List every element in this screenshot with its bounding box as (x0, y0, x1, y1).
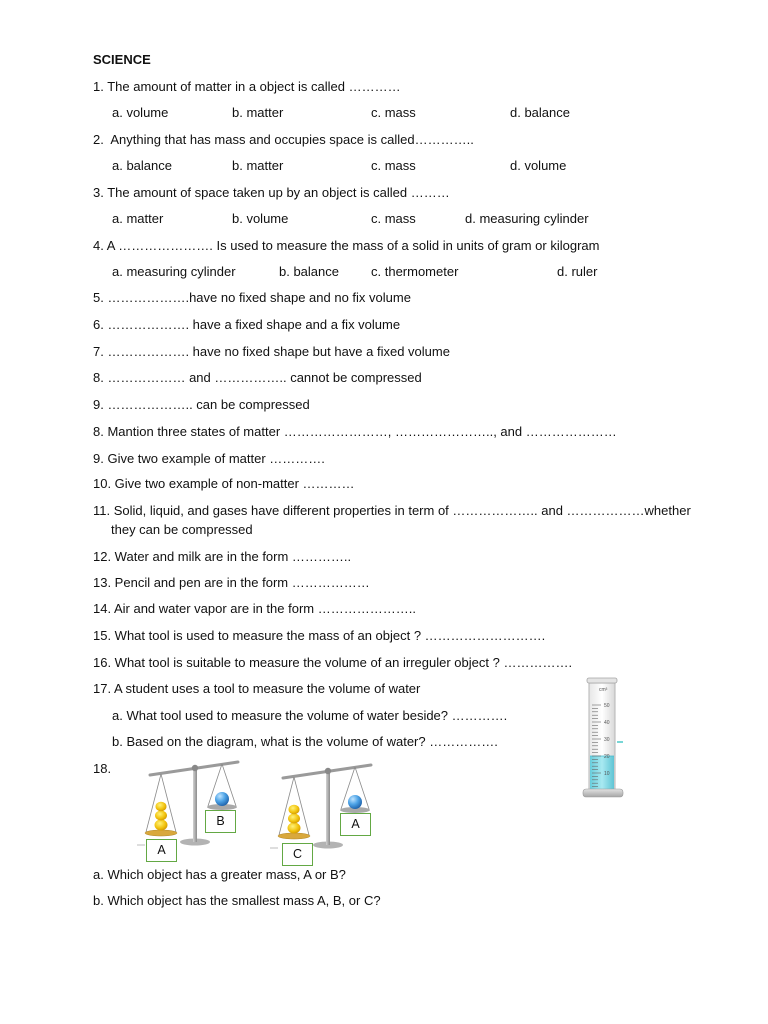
option-d: d. volume (510, 158, 567, 173)
balance-1-right-label: B (205, 810, 236, 833)
scale-label: 40 (604, 719, 610, 726)
gold-object (288, 814, 300, 824)
gold-object (156, 802, 167, 812)
balance-pole (193, 768, 197, 842)
scale-label: 20 (604, 753, 610, 760)
question-8: 8. ……………… and …………….. cannot be compressed (93, 370, 422, 385)
balance-2-left-label: C (282, 843, 313, 866)
option-a: a. volume (112, 105, 169, 120)
option-b: b. matter (232, 105, 284, 120)
question-12: 12. Water and milk are in the form ………….. (93, 549, 352, 564)
scale-label: 50 (604, 702, 610, 709)
question-18a: a. Which object has a greater mass, A or B? (93, 867, 346, 882)
gold-object (155, 820, 168, 831)
option-a: a. measuring cylinder (112, 264, 236, 279)
option-b: b. matter (232, 158, 284, 173)
left-pan (145, 830, 177, 836)
page-title: SCIENCE (93, 52, 151, 67)
question-13: 13. Pencil and pen are in the form ……………… (93, 575, 370, 590)
question-7: 7. ………………. have no fixed shape but have a fixed volume (93, 344, 450, 359)
question-9-matter: 9. Give two example of matter …………. (93, 451, 325, 466)
option-d: d. measuring cylinder (465, 211, 589, 226)
question-9: 9. ……………….. can be compressed (93, 397, 310, 412)
cylinder-base (583, 789, 623, 797)
option-b: b. volume (232, 211, 289, 226)
question-5: 5. ……………….have no fixed shape and no fix volume (93, 290, 411, 305)
balance-2-right-label: A (340, 813, 371, 836)
balance-1-left-label: A (146, 839, 177, 862)
question-11: 11. Solid, liquid, and gases have different properties in term of ……………….. and ………………whether (93, 503, 691, 518)
option-d: d. balance (510, 105, 570, 120)
balance-pole (326, 771, 330, 845)
question-15: 15. What tool is used to measure the mass of an object ? ………………………. (93, 628, 546, 643)
cylinder-rim (587, 678, 617, 683)
question-14: 14. Air and water vapor are in the form ………………….. (93, 601, 416, 616)
question-17b: b. Based on the diagram, what is the volume of water? ……………. (112, 734, 498, 749)
option-a: a. matter (112, 211, 164, 226)
question-1: 1. The amount of matter in a object is called ………… (93, 79, 401, 94)
question-11-continuation: they can be compressed (111, 522, 253, 537)
question-8-states: 8. Mantion three states of matter ……………………, ………………….., and ………………… (93, 424, 617, 439)
question-3: 3. The amount of space taken up by an object is called ……… (93, 185, 450, 200)
question-16: 16. What tool is suitable to measure the volume of an irreguler object ? ……………. (93, 655, 573, 670)
question-4: 4. A …………………. Is used to measure the mass of a solid in units of gram or kilogram (93, 238, 600, 253)
blue-ball (215, 792, 229, 806)
question-17a: a. What tool used to measure the volume of water beside? …………. (112, 708, 508, 723)
unit-label: cm³ (599, 687, 608, 693)
scale-label: 30 (604, 736, 610, 743)
blue-ball (348, 795, 362, 809)
question-10: 10. Give two example of non-matter ………… (93, 476, 355, 491)
option-b: b. balance (279, 264, 339, 279)
option-a: a. balance (112, 158, 172, 173)
gold-object (155, 811, 167, 821)
option-d: d. ruler (557, 264, 598, 279)
scale-label: 10 (604, 770, 610, 777)
question-18: 18. (93, 761, 112, 776)
gold-object (288, 823, 301, 834)
gold-object (289, 805, 300, 815)
question-17: 17. A student uses a tool to measure the volume of water (93, 681, 421, 696)
option-c: c. mass (371, 158, 416, 173)
question-6: 6. ………………. have a fixed shape and a fix volume (93, 317, 401, 332)
question-18b: b. Which object has the smallest mass A, B, or C? (93, 893, 381, 908)
measuring-cylinder (578, 672, 628, 802)
option-c: c. thermometer (371, 264, 459, 279)
option-c: c. mass (371, 211, 416, 226)
left-pan (278, 833, 310, 839)
option-c: c. mass (371, 105, 416, 120)
balance-pivot (192, 765, 198, 771)
balance-pivot (325, 768, 331, 774)
question-2: 2. Anything that has mass and occupies space is called………….. (93, 132, 474, 147)
